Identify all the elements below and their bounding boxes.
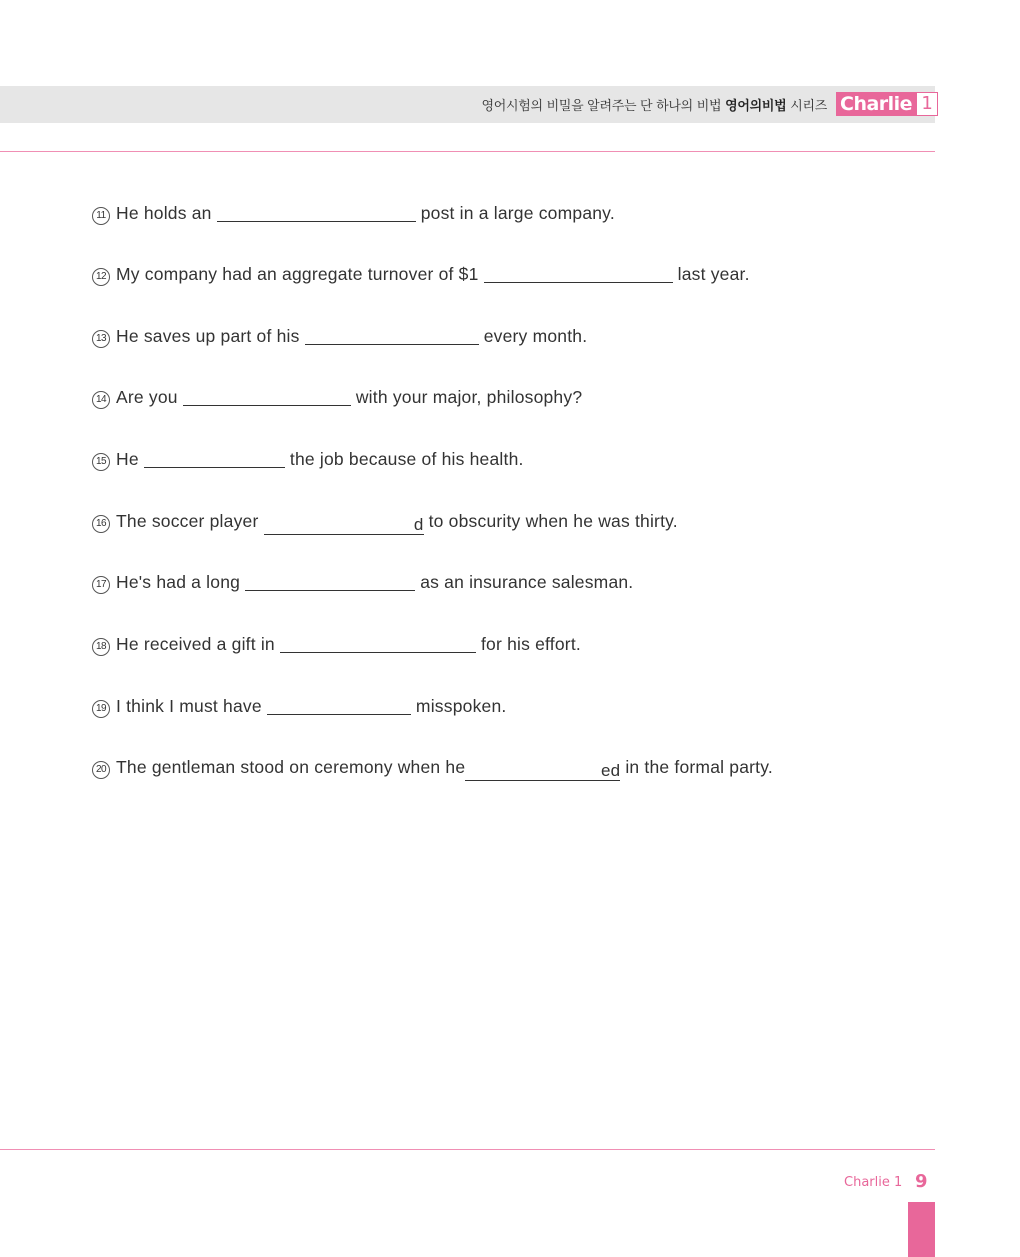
answer-blank[interactable]	[267, 696, 411, 715]
exercise-item	[92, 387, 582, 409]
sentence-before-blank: I think I must have	[116, 696, 267, 716]
sentence-before-blank: The gentleman stood on ceremony when he	[116, 757, 466, 777]
answer-blank[interactable]	[484, 264, 673, 283]
sentence-before-blank: My company had an aggregate turnover of $1	[116, 264, 484, 284]
item-number: 17	[92, 576, 110, 594]
sentence-after-blank: last year.	[672, 264, 750, 284]
exercise-item	[92, 757, 773, 781]
sentence-after-blank: as an insurance salesman.	[415, 572, 634, 592]
item-number: 20	[92, 761, 110, 779]
sentence-before-blank: He	[116, 449, 144, 469]
sentence-after-blank: post in a large company.	[415, 203, 615, 223]
sentence-after-blank: for his effort.	[475, 634, 581, 654]
item-number: 11	[92, 207, 110, 225]
answer-blank[interactable]: ed	[465, 762, 620, 781]
answer-blank[interactable]	[217, 203, 416, 222]
sentence-after-blank: in the formal party.	[620, 757, 773, 777]
exercise-item	[92, 264, 750, 286]
exercise-item	[92, 634, 581, 656]
answer-blank[interactable]	[280, 634, 476, 653]
header-divider	[0, 151, 935, 152]
tagline-series-name: 영어의비법	[725, 99, 787, 114]
exercise-item	[92, 511, 678, 535]
sentence-before-blank: The soccer player	[116, 511, 264, 531]
brand-name: Charlie	[836, 92, 916, 116]
item-number: 12	[92, 268, 110, 286]
item-number: 16	[92, 515, 110, 533]
exercise-item	[92, 572, 633, 594]
tagline-text: 영어시험의 비밀을 알려주는 단 하나의 비법	[481, 99, 726, 114]
sentence-after-blank: with your major, philosophy?	[350, 387, 583, 407]
footer-divider	[0, 1149, 935, 1150]
item-number: 13	[92, 330, 110, 348]
answer-blank[interactable]	[245, 572, 415, 591]
exercise-item	[92, 449, 524, 471]
exercise-item	[92, 696, 506, 718]
sentence-before-blank: He received a gift in	[116, 634, 280, 654]
sentence-after-blank: every month.	[478, 326, 588, 346]
sentence-after-blank: misspoken.	[410, 696, 507, 716]
page-number: 9	[915, 1171, 928, 1192]
item-number: 14	[92, 391, 110, 409]
series-tagline	[481, 95, 827, 114]
item-number: 15	[92, 453, 110, 471]
page-edge-tab	[908, 1202, 935, 1257]
brand-number: 1	[916, 92, 938, 116]
exercise-item	[92, 326, 587, 348]
brand-logo	[836, 92, 938, 116]
answer-blank[interactable]: d	[264, 516, 424, 535]
item-number: 18	[92, 638, 110, 656]
footer-series-label: Charlie 1	[844, 1175, 903, 1190]
answer-blank[interactable]	[183, 387, 351, 406]
answer-blank[interactable]	[305, 326, 479, 345]
sentence-before-blank: He holds an	[116, 203, 217, 223]
answer-blank[interactable]	[144, 449, 285, 468]
tagline-suffix: 시리즈	[786, 99, 827, 114]
sentence-after-blank: to obscurity when he was thirty.	[423, 511, 678, 531]
sentence-after-blank: the job because of his health.	[284, 449, 524, 469]
sentence-before-blank: Are you	[116, 387, 183, 407]
sentence-before-blank: He's had a long	[116, 572, 246, 592]
exercise-item	[92, 203, 615, 225]
item-number: 19	[92, 700, 110, 718]
sentence-before-blank: He saves up part of his	[116, 326, 305, 346]
